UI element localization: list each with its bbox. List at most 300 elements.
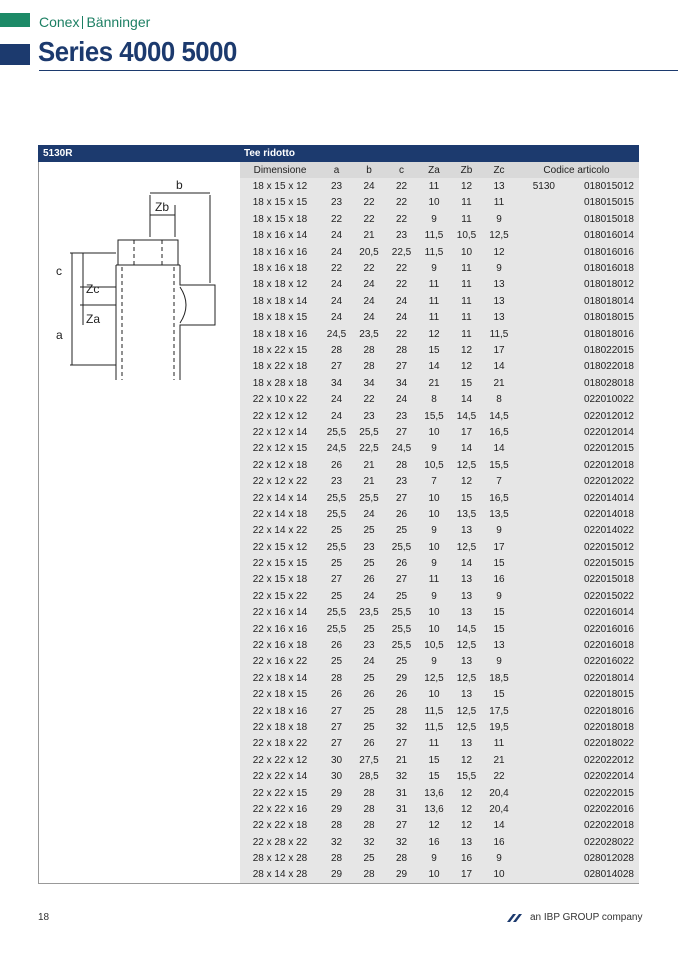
cell-c: 32 bbox=[395, 836, 408, 848]
cell-b: 24 bbox=[363, 312, 375, 324]
cell-zc: 21 bbox=[493, 754, 505, 766]
cell-zc: 13 bbox=[493, 312, 505, 324]
tee-fitting-diagram bbox=[50, 175, 220, 385]
cell-b: 24 bbox=[363, 279, 375, 291]
cell-a: 27 bbox=[330, 705, 343, 717]
cell-b: 21 bbox=[363, 230, 375, 242]
cell-zc: 7 bbox=[496, 476, 502, 488]
cell-zb: 14 bbox=[460, 394, 473, 406]
table-row bbox=[240, 244, 639, 260]
cell-code: 022022014 bbox=[583, 771, 634, 783]
cell-dim: 18 x 15 x 12 bbox=[252, 181, 308, 193]
cell-c: 24,5 bbox=[391, 443, 412, 455]
cell-dim: 18 x 22 x 18 bbox=[252, 361, 308, 373]
cell-a: 25,5 bbox=[326, 508, 347, 520]
cell-a: 24 bbox=[330, 279, 343, 291]
cell-code: 018015012 bbox=[583, 181, 634, 193]
cell-dim: 22 x 14 x 22 bbox=[252, 525, 308, 537]
cell-code: 018016014 bbox=[583, 230, 634, 242]
cell-dim: 22 x 18 x 15 bbox=[252, 689, 308, 701]
cell-zc: 11,5 bbox=[489, 328, 509, 340]
cell-za: 14 bbox=[428, 361, 440, 373]
cell-za: 10 bbox=[428, 541, 440, 553]
cell-za: 10,5 bbox=[424, 640, 444, 652]
cell-dim: 22 x 16 x 22 bbox=[252, 656, 308, 668]
cell-c: 29 bbox=[395, 869, 408, 881]
table-row bbox=[240, 670, 639, 686]
cell-za: 11 bbox=[428, 181, 440, 193]
cell-zc: 12,5 bbox=[489, 230, 509, 242]
cell-code: 022016014 bbox=[583, 607, 634, 619]
cell-b: 28 bbox=[363, 361, 375, 373]
cell-c: 27 bbox=[395, 574, 408, 586]
table-row bbox=[240, 441, 639, 457]
cell-zb: 15,5 bbox=[456, 771, 477, 783]
cell-za: 11 bbox=[428, 295, 440, 307]
cell-zc: 14 bbox=[493, 443, 505, 455]
table-row bbox=[240, 719, 639, 735]
cell-a: 24,5 bbox=[326, 443, 347, 455]
cell-zb: 13 bbox=[460, 656, 473, 668]
cell-code: 022015015 bbox=[583, 558, 634, 570]
cell-zb: 11 bbox=[461, 295, 472, 307]
cell-za: 11 bbox=[428, 279, 440, 291]
cell-dim: 22 x 18 x 18 bbox=[252, 721, 308, 733]
cell-dim: 18 x 18 x 15 bbox=[252, 312, 308, 324]
cell-b: 28 bbox=[363, 820, 375, 832]
cell-c: 25,5 bbox=[391, 640, 412, 652]
cell-za: 15 bbox=[428, 754, 440, 766]
cell-a: 23 bbox=[330, 476, 343, 488]
cell-a: 24 bbox=[330, 295, 343, 307]
cell-zc: 9 bbox=[496, 590, 502, 602]
cell-a: 25,5 bbox=[326, 623, 347, 635]
cell-zc: 10 bbox=[493, 869, 505, 881]
cell-dim: 22 x 22 x 16 bbox=[252, 803, 308, 815]
cell-za: 15,5 bbox=[424, 410, 444, 422]
cell-c: 28 bbox=[395, 459, 408, 471]
cell-dim: 28 x 14 x 28 bbox=[252, 869, 308, 881]
cell-b: 25 bbox=[363, 721, 375, 733]
table-row bbox=[240, 457, 639, 473]
table-row bbox=[240, 539, 639, 555]
cell-zc: 15 bbox=[493, 558, 505, 570]
cell-c: 25,5 bbox=[391, 623, 412, 635]
cell-za: 11,5 bbox=[424, 721, 444, 733]
cell-za: 10 bbox=[428, 623, 440, 635]
cell-dim: 22 x 15 x 15 bbox=[252, 558, 308, 570]
cell-a: 22 bbox=[330, 263, 343, 275]
cell-zc: 14 bbox=[493, 820, 505, 832]
cell-b: 25 bbox=[363, 525, 375, 537]
brand-logo bbox=[39, 14, 150, 30]
cell-b: 24 bbox=[363, 590, 375, 602]
table-row bbox=[240, 588, 639, 604]
cell-zc: 13 bbox=[493, 279, 505, 291]
label-zc: Zc bbox=[86, 282, 100, 296]
table-row bbox=[240, 736, 639, 752]
table-row bbox=[240, 768, 639, 784]
cell-dim: 18 x 18 x 16 bbox=[252, 328, 308, 340]
cell-code: 022018018 bbox=[583, 721, 634, 733]
cell-c: 27 bbox=[395, 820, 408, 832]
cell-za: 8 bbox=[431, 394, 437, 406]
cell-dim: 18 x 16 x 16 bbox=[252, 246, 308, 258]
table-row bbox=[240, 178, 639, 194]
cell-code: 022016016 bbox=[583, 623, 634, 635]
cell-code: 022014022 bbox=[583, 525, 634, 537]
cell-dim: 22 x 12 x 18 bbox=[252, 459, 308, 471]
cell-zc: 16 bbox=[493, 574, 505, 586]
brand-separator bbox=[82, 16, 83, 29]
cell-dim: 22 x 14 x 14 bbox=[252, 492, 308, 504]
cell-a: 28 bbox=[330, 344, 343, 356]
cell-b: 25 bbox=[363, 623, 375, 635]
cell-c: 23 bbox=[395, 230, 408, 242]
label-za: Za bbox=[86, 312, 101, 326]
cell-b: 28 bbox=[363, 803, 375, 815]
cell-zc: 15,5 bbox=[489, 459, 509, 471]
table-row bbox=[240, 621, 639, 637]
cell-b: 28 bbox=[363, 787, 375, 799]
cell-za: 9 bbox=[431, 558, 437, 570]
col-header-c: c bbox=[399, 164, 404, 176]
cell-dim: 28 x 12 x 28 bbox=[252, 853, 308, 865]
cell-c: 27 bbox=[395, 492, 408, 504]
cell-za: 15 bbox=[428, 344, 440, 356]
label-c: c bbox=[56, 264, 62, 278]
cell-b: 21 bbox=[363, 459, 375, 471]
cell-b: 25 bbox=[363, 853, 375, 865]
cell-c: 26 bbox=[395, 689, 408, 701]
cell-dim: 18 x 15 x 15 bbox=[252, 197, 308, 209]
cell-a: 25 bbox=[330, 656, 343, 668]
cell-zc: 22 bbox=[493, 771, 505, 783]
cell-a: 25,5 bbox=[326, 541, 347, 553]
table-row bbox=[240, 506, 639, 522]
cell-dim: 18 x 18 x 14 bbox=[252, 295, 308, 307]
cell-zb: 13 bbox=[460, 607, 473, 619]
cell-code: 022015022 bbox=[583, 590, 634, 602]
cell-zb: 16 bbox=[460, 853, 473, 865]
cell-code: 028012028 bbox=[583, 853, 634, 865]
cell-dim: 22 x 22 x 18 bbox=[252, 820, 308, 832]
table-row bbox=[240, 293, 639, 309]
section-description: Tee ridotto bbox=[244, 148, 295, 159]
cell-code: 022028022 bbox=[583, 836, 634, 848]
cell-dim: 22 x 18 x 22 bbox=[252, 738, 308, 750]
section-header-bar bbox=[38, 145, 639, 162]
table-row bbox=[240, 801, 639, 817]
cell-zb: 15 bbox=[460, 377, 473, 389]
cell-dim: 18 x 16 x 14 bbox=[252, 230, 308, 242]
cell-c: 21 bbox=[395, 754, 408, 766]
table-body bbox=[240, 178, 639, 883]
cell-zc: 20,4 bbox=[489, 803, 509, 815]
cell-code: 022015012 bbox=[583, 541, 634, 553]
cell-zc: 13 bbox=[493, 295, 505, 307]
cell-a: 26 bbox=[330, 689, 343, 701]
cell-zb: 12,5 bbox=[456, 721, 477, 733]
cell-code: 018028018 bbox=[583, 377, 634, 389]
cell-a: 29 bbox=[330, 803, 343, 815]
cell-za: 10 bbox=[428, 607, 440, 619]
cell-c: 24 bbox=[395, 295, 408, 307]
table-row bbox=[240, 359, 639, 375]
brand-name-right: Bänninger bbox=[86, 14, 151, 30]
cell-b: 23 bbox=[363, 410, 375, 422]
table-row bbox=[240, 310, 639, 326]
cell-dim: 22 x 14 x 18 bbox=[252, 508, 308, 520]
cell-a: 25,5 bbox=[326, 426, 347, 438]
cell-a: 27 bbox=[330, 721, 343, 733]
brand-color-bar-navy bbox=[0, 44, 30, 65]
cell-b: 23 bbox=[363, 541, 375, 553]
table-row bbox=[240, 687, 639, 703]
cell-zc: 13 bbox=[493, 640, 505, 652]
cell-dim: 22 x 12 x 14 bbox=[252, 426, 308, 438]
cell-za: 9 bbox=[431, 656, 437, 668]
cell-code: 022012014 bbox=[583, 426, 634, 438]
cell-za: 9 bbox=[431, 853, 437, 865]
cell-a: 24 bbox=[330, 410, 343, 422]
cell-za: 9 bbox=[431, 590, 437, 602]
table-bottom-border bbox=[240, 883, 639, 884]
cell-b: 24 bbox=[363, 508, 375, 520]
cell-za: 7 bbox=[431, 476, 437, 488]
cell-zc: 9 bbox=[496, 213, 502, 225]
cell-zc: 8 bbox=[496, 394, 502, 406]
cell-za: 9 bbox=[431, 213, 437, 225]
cell-code: 022018016 bbox=[583, 705, 634, 717]
cell-zc: 13 bbox=[493, 181, 505, 193]
cell-b: 23 bbox=[363, 640, 375, 652]
cell-c: 29 bbox=[395, 672, 408, 684]
cell-b: 26 bbox=[363, 738, 375, 750]
cell-zc: 15 bbox=[493, 689, 505, 701]
cell-b: 32 bbox=[363, 836, 375, 848]
col-header-dim: Dimensione bbox=[253, 164, 307, 176]
cell-zb: 12 bbox=[460, 361, 473, 373]
cell-dim: 18 x 16 x 18 bbox=[252, 263, 308, 275]
cell-zb: 13 bbox=[460, 574, 473, 586]
cell-code: 018016016 bbox=[583, 246, 634, 258]
cell-b: 28,5 bbox=[359, 771, 379, 783]
table-row bbox=[240, 605, 639, 621]
page-number: 18 bbox=[38, 912, 50, 923]
cell-zb: 14,5 bbox=[456, 623, 477, 635]
cell-code: 022012022 bbox=[583, 476, 634, 488]
cell-c: 25 bbox=[395, 525, 408, 537]
cell-za: 12 bbox=[428, 328, 440, 340]
cell-zb: 13 bbox=[460, 590, 473, 602]
cell-code: 022014014 bbox=[583, 492, 634, 504]
cell-zb: 12 bbox=[460, 820, 473, 832]
table-row bbox=[240, 785, 639, 801]
cell-za: 21 bbox=[428, 377, 440, 389]
cell-code: 018015015 bbox=[583, 197, 634, 209]
cell-za: 11,5 bbox=[424, 705, 444, 717]
cell-c: 34 bbox=[395, 377, 408, 389]
cell-b: 24 bbox=[363, 656, 375, 668]
cell-b: 21 bbox=[363, 476, 375, 488]
col-header-zc: Zc bbox=[493, 164, 505, 176]
cell-code: 018018016 bbox=[583, 328, 634, 340]
cell-a: 24 bbox=[330, 312, 343, 324]
cell-zb: 13 bbox=[460, 738, 473, 750]
table-row bbox=[240, 228, 639, 244]
cell-b: 25,5 bbox=[359, 426, 379, 438]
cell-zc: 17 bbox=[493, 541, 505, 553]
cell-zc: 20,4 bbox=[489, 787, 509, 799]
cell-code: 022012015 bbox=[583, 443, 634, 455]
cell-b: 26 bbox=[363, 574, 375, 586]
table-row bbox=[240, 703, 639, 719]
cell-zb: 12,5 bbox=[456, 705, 477, 717]
cell-dim: 22 x 28 x 22 bbox=[252, 836, 308, 848]
cell-a: 25 bbox=[330, 590, 343, 602]
cell-zb: 14,5 bbox=[456, 410, 477, 422]
cell-b: 25 bbox=[363, 558, 375, 570]
cell-code: 022016022 bbox=[583, 656, 634, 668]
cell-zb: 12 bbox=[460, 181, 473, 193]
cell-zb: 12,5 bbox=[456, 541, 477, 553]
cell-code: 022012012 bbox=[583, 410, 634, 422]
cell-c: 22 bbox=[395, 263, 408, 275]
table-row bbox=[240, 211, 639, 227]
cell-za: 11 bbox=[428, 312, 440, 324]
cell-zc: 16,5 bbox=[489, 426, 509, 438]
table-row bbox=[240, 523, 639, 539]
cell-b: 23,5 bbox=[359, 607, 379, 619]
cell-zc: 9 bbox=[496, 525, 502, 537]
cell-c: 26 bbox=[395, 508, 408, 520]
footer-company bbox=[505, 912, 642, 923]
cell-code: 022022015 bbox=[583, 787, 634, 799]
cell-zb: 12 bbox=[460, 787, 473, 799]
cell-zb: 11 bbox=[461, 312, 472, 324]
cell-zc: 14,5 bbox=[489, 410, 509, 422]
table-row bbox=[240, 408, 639, 424]
cell-zc: 19,5 bbox=[489, 721, 509, 733]
cell-a: 34 bbox=[330, 377, 343, 389]
cell-a: 29 bbox=[330, 869, 343, 881]
table-row bbox=[240, 834, 639, 850]
col-header-code: Codice articolo bbox=[543, 164, 610, 176]
cell-c: 23 bbox=[395, 410, 408, 422]
header-divider bbox=[39, 70, 678, 71]
cell-c: 25,5 bbox=[391, 607, 412, 619]
cell-c: 25 bbox=[395, 656, 408, 668]
cell-b: 25,5 bbox=[359, 492, 379, 504]
cell-zc: 9 bbox=[496, 656, 502, 668]
cell-c: 24 bbox=[395, 312, 408, 324]
cell-dim: 22 x 16 x 18 bbox=[252, 640, 308, 652]
cell-zc: 9 bbox=[496, 853, 502, 865]
cell-a: 28 bbox=[330, 672, 343, 684]
label-a: a bbox=[56, 328, 63, 342]
col-header-b: b bbox=[366, 164, 372, 176]
cell-code: 018022015 bbox=[583, 344, 634, 356]
cell-code: 018015018 bbox=[583, 213, 634, 225]
cell-zb: 10,5 bbox=[456, 230, 477, 242]
table-row bbox=[240, 818, 639, 834]
cell-a: 28 bbox=[330, 820, 343, 832]
cell-za: 11 bbox=[428, 738, 440, 750]
cell-c: 26 bbox=[395, 558, 408, 570]
label-b: b bbox=[176, 178, 183, 192]
cell-code: 022015018 bbox=[583, 574, 634, 586]
cell-c: 32 bbox=[395, 721, 408, 733]
cell-b: 34 bbox=[363, 377, 375, 389]
cell-za: 10 bbox=[428, 197, 440, 209]
cell-c: 22 bbox=[395, 213, 408, 225]
cell-dim: 22 x 10 x 22 bbox=[252, 394, 308, 406]
cell-c: 22 bbox=[395, 279, 408, 291]
cell-zb: 13 bbox=[460, 525, 473, 537]
cell-za: 10,5 bbox=[424, 459, 444, 471]
cell-zc: 15 bbox=[493, 623, 505, 635]
cell-b: 26 bbox=[363, 689, 375, 701]
table-row bbox=[240, 326, 639, 342]
table-row bbox=[240, 195, 639, 211]
cell-zc: 16,5 bbox=[489, 492, 509, 504]
cell-zb: 11 bbox=[461, 279, 472, 291]
cell-zc: 15 bbox=[493, 607, 505, 619]
cell-zc: 17 bbox=[493, 344, 505, 356]
cell-zc: 16 bbox=[493, 836, 505, 848]
cell-dim: 22 x 22 x 12 bbox=[252, 754, 308, 766]
cell-code: 022010022 bbox=[583, 394, 634, 406]
cell-zc: 14 bbox=[493, 361, 505, 373]
cell-a: 25 bbox=[330, 558, 343, 570]
cell-c: 32 bbox=[395, 771, 408, 783]
cell-zb: 17 bbox=[460, 869, 473, 881]
cell-dim: 22 x 18 x 14 bbox=[252, 672, 308, 684]
col-header-zb: Zb bbox=[460, 164, 473, 176]
cell-za: 11 bbox=[428, 574, 440, 586]
cell-b: 22 bbox=[363, 263, 375, 275]
cell-a: 23 bbox=[330, 181, 343, 193]
cell-a: 26 bbox=[330, 459, 343, 471]
cell-a: 24 bbox=[330, 394, 343, 406]
cell-c: 23 bbox=[395, 476, 408, 488]
cell-za: 15 bbox=[428, 771, 440, 783]
cell-c: 28 bbox=[395, 853, 408, 865]
cell-zb: 10 bbox=[460, 246, 473, 258]
cell-code: 022016018 bbox=[583, 640, 634, 652]
table-header-row bbox=[240, 162, 639, 178]
cell-dim: 22 x 22 x 14 bbox=[252, 771, 308, 783]
cell-code: 018022018 bbox=[583, 361, 634, 373]
cell-c: 28 bbox=[395, 344, 408, 356]
cell-c: 22 bbox=[395, 197, 408, 209]
table-row bbox=[240, 260, 639, 276]
table-row bbox=[240, 375, 639, 391]
cell-a: 29 bbox=[330, 787, 343, 799]
cell-za: 10 bbox=[428, 508, 440, 520]
cell-b: 24 bbox=[363, 181, 375, 193]
cell-zb: 12,5 bbox=[456, 672, 477, 684]
cell-za: 13,6 bbox=[424, 803, 444, 815]
col-header-za: Za bbox=[428, 164, 440, 176]
cell-zc: 11 bbox=[493, 197, 505, 209]
cell-zb: 12,5 bbox=[456, 640, 477, 652]
cell-zb: 11 bbox=[461, 197, 472, 209]
table-row bbox=[240, 572, 639, 588]
table-row bbox=[240, 637, 639, 653]
cell-a: 26 bbox=[330, 640, 343, 652]
